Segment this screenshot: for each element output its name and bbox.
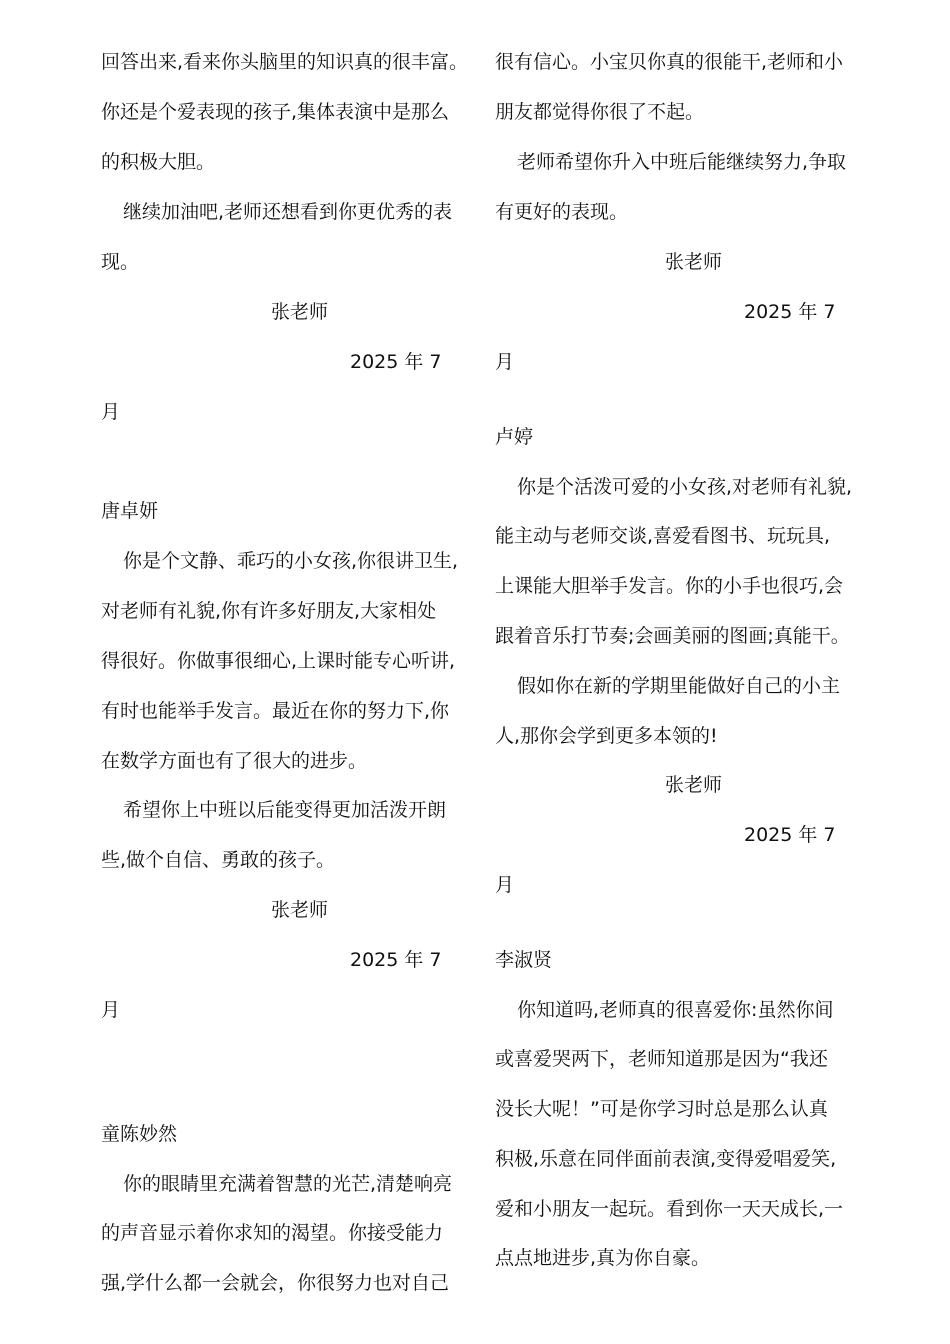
date-line: 2025 年 7 bbox=[744, 301, 836, 323]
text-line: 爱和小朋友一起玩。看到你一天天成长,一 bbox=[495, 1198, 844, 1220]
text-line: 的声音显示着你求知的渴望。你接受能力 bbox=[101, 1222, 444, 1244]
text-line: 老师希望你升入中班后能继续努力,争取 bbox=[517, 151, 847, 173]
text-line: 积极,乐意在同伴面前表演,变得爱唱爱笑, bbox=[495, 1148, 837, 1170]
teacher-signature: 张老师 bbox=[271, 301, 329, 323]
text-line: 你知道吗,老师真的很喜爱你:虽然你间 bbox=[517, 999, 834, 1021]
date-line: 2025 年 7 bbox=[744, 824, 836, 846]
student-name: 李淑贤 bbox=[495, 949, 553, 971]
date-month: 月 bbox=[495, 351, 515, 373]
text-line: 朋友都觉得你很了不起。 bbox=[495, 101, 705, 123]
text-line: 在数学方面也有了很大的进步。 bbox=[101, 750, 368, 772]
text-line: 假如你在新的学期里能做好自己的小主 bbox=[517, 675, 841, 697]
text-line: 能主动与老师交谈,喜爱看图书、玩玩具, bbox=[495, 525, 831, 547]
date-month: 月 bbox=[101, 401, 121, 423]
student-name: 童陈妙然 bbox=[101, 1123, 178, 1145]
student-name: 卢婷 bbox=[495, 426, 534, 448]
text-line: 你是个活泼可爱的小女孩,对老师有礼貌, bbox=[517, 476, 853, 498]
text-line: 你的眼睛里充满着智慧的光芒,清楚响亮 bbox=[123, 1173, 453, 1195]
text-line: 些,做个自信、勇敢的孩子。 bbox=[101, 849, 336, 871]
text-line: 跟着音乐打节奏;会画美丽的图画;真能干。 bbox=[495, 625, 850, 647]
text-line: 强,学什么都一会就会，你很努力也对自己 bbox=[101, 1272, 450, 1294]
text-line: 点点地进步,真为你自豪。 bbox=[495, 1247, 711, 1269]
text-line: 希望你上中班以后能变得更加活泼开朗 bbox=[123, 799, 447, 821]
date-month: 月 bbox=[495, 874, 515, 896]
text-line: 你是个文静、乖巧的小女孩,你很讲卫生, bbox=[123, 550, 459, 572]
text-line: 有时也能举手发言。最近在你的努力下,你 bbox=[101, 700, 450, 722]
text-line: 对老师有礼貌,你有许多好朋友,大家相处 bbox=[101, 600, 437, 622]
text-line: 上课能大胆举手发言。你的小手也很巧,会 bbox=[495, 575, 844, 597]
teacher-signature: 张老师 bbox=[665, 774, 723, 796]
date-line: 2025 年 7 bbox=[350, 949, 442, 971]
text-line: 很有信心。小宝贝你真的很能干,老师和小 bbox=[495, 51, 844, 73]
teacher-signature: 张老师 bbox=[665, 251, 723, 273]
date-line: 2025 年 7 bbox=[350, 351, 442, 373]
text-line: 现。 bbox=[101, 251, 140, 273]
text-line: 的积极大胆。 bbox=[101, 151, 216, 173]
date-month: 月 bbox=[101, 999, 121, 1021]
text-line: 有更好的表现。 bbox=[495, 201, 629, 223]
text-line: 你还是个爱表现的孩子,集体表演中是那么 bbox=[101, 101, 450, 123]
text-line: 没长大呢！”可是你学习时总是那么认真 bbox=[495, 1098, 828, 1120]
student-name: 唐卓妍 bbox=[101, 500, 159, 522]
text-line: 回答出来,看来你头脑里的知识真的很丰富。 bbox=[101, 51, 469, 73]
text-line: 得很好。你做事很细心,上课时能专心听讲, bbox=[101, 650, 456, 672]
text-line: 人,那你会学到更多本领的! bbox=[495, 725, 718, 747]
teacher-signature: 张老师 bbox=[271, 899, 329, 921]
text-line: 或喜爱哭两下，老师知道那是因为“我还 bbox=[495, 1048, 828, 1070]
text-line: 继续加油吧,老师还想看到你更优秀的表 bbox=[123, 201, 453, 223]
